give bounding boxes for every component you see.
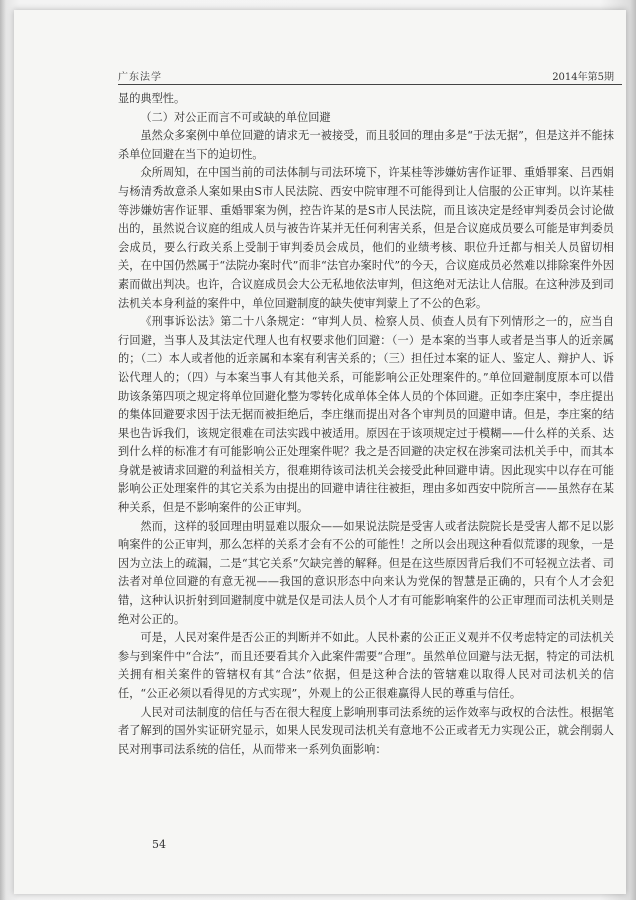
paragraph: 《刑事诉讼法》第二十八条规定：“审判人员、检察人员、侦查人员有下列情形之一的，应当自行回避，当事人及其法定代理人也有权要求他们回避：（一）是本案的当事人或者是当事人的近亲属的；（二）本人或者他的近亲属和本案有利害关系的；（三）担任过本案的证人、鉴定人、辩护人、诉讼代理人的；（四）与本案当事人有其他关系，可能影响公正处理案件的。”单位回避制度原本可以借助该条第四项之规定将单位回避化整为零转化成单体全体人员的个体回避。正如李庄案中，李庄提出的集体回避要求因于法无据而被拒绝后，李庄继而提出对各个审判员的回避申请。但是，李庄案的结果也告诉我们，该规定很难在司法实践中被适用。原因在于该项规定过于模糊——什么样的关系、达到什么样的标准才有可能影响公正处理案件呢？我之是否回避的决定权在涉案司法机关手中，而其本身就是被请求回避的利益相关方，很难期待该司法机关会接受此种回避申请。因此现实中以存在可能影响公正处理案件的其它关系为由提出的回避申请往往被拒，理由多如西安中院所言——虽然存在某种关系，但是不影响案件的公正审判。 (118, 315, 614, 515)
journal-name: 广东法学 (118, 72, 162, 83)
section-heading: （二）对公正而言不可或缺的单位回避 (140, 110, 331, 124)
paragraph: 虽然众多案例中单位回避的请求无一被接受，而且驳回的理由多是“于法无据”，但是这并不能抹杀单位回避在当下的迫切性。 (118, 129, 614, 161)
issue-label: 2014年第5期 (552, 72, 614, 83)
paragraph: 人民对司法制度的信任与否在很大程度上影响刑事司法系统的运作效率与政权的合法性。根据笔者了解到的国外实证研究显示，如果人民发现司法机关有意地不公正或者无力实现公正，就会削弱人民对刑事司法系统的信任，从而带来一系列负面影响： (118, 705, 614, 756)
continuation-line: 显的典型性。 (118, 92, 186, 105)
paragraph: 众所周知，在中国当前的司法体制与司法环境下，许某桂等涉嫌妨害作证罪、重婚罪案、吕西娟与杨清秀故意杀人案如果由S市人民法院、西安中院审理不可能得到让人信服的公正审判。以许某桂等涉嫌妨害作证罪、重婚罪案为例，控告许某的是S市人民法院，而且该决定是经审判委员会讨论做出的，虽然说合议庭的组成人员与被告许某并无任何利害关系，但是合议庭成员要么可能是审判委员会成员，要么行政关系上受制于审判委员会成员，他们的业绩考核、职位升迁都与相关人员留切相关，在中国仍然属于“法院办案时代”而非“法官办案时代”的今天，合议庭成员必然难以排除案件外因素而做出判决。也许，合议庭成员会大公无私地依法审判，但这绝对无法让人信服。在这种涉及到司法机关本身利益的案件中，单位回避制度的缺失使审判蒙上了不公的色彩。 (118, 166, 614, 310)
paragraph: 然而，这样的驳回理由明显难以服众——如果说法院是受害人或者法院院长是受害人都不足以影响案件的公正审判，那么怎样的关系才会有不公的可能性！之所以会出现这种看似荒谬的现象，一是因为立法上的疏漏，二是“其它关系”欠缺完善的解释。但是在这些原因背后我们不可轻视立法者、司法者对单位回避的有意无视——我国的意识形态中向来认为党保的智慧是正确的，只有个人才会犯错，这种认识折射到回避制度中就是仅是司法人员个人才有可能影响案件的公正审理而司法机关则是绝对公正的。 (118, 519, 614, 626)
running-header (118, 66, 622, 85)
page-number: 54 (152, 838, 166, 851)
paragraph: 可是，人民对案件是否公正的判断并不如此。人民朴素的公正正义观并不仅考虑特定的司法机关参与到案件中“合法”，而且还要看其介入此案件需要“合理”。虽然单位回避与法无据，特定的司法机关拥有相关案件的管辖权有其“合法”依据，但是这种合法的管辖难以取得人民对司法机关的信任，“公正必须以看得见的方式实现”，外观上的公正很难赢得人民的尊重与信任。 (118, 631, 614, 700)
article-body (118, 90, 614, 759)
